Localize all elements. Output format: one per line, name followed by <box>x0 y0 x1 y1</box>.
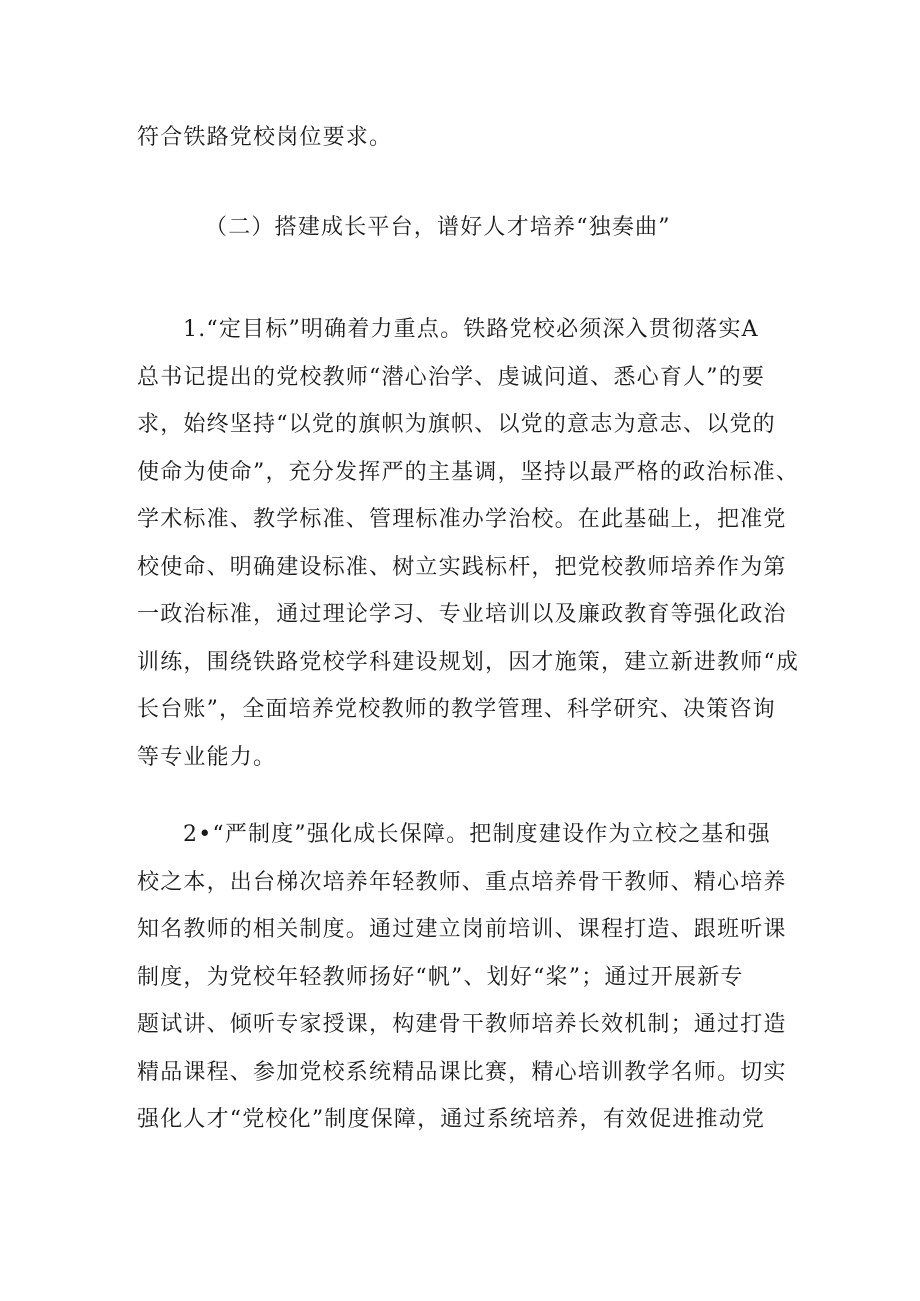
paragraph-1 <box>137 306 877 781</box>
paragraph-line: 题试讲、倾听专家授课，构建骨干教师培养长效机制；通过打造 <box>137 1012 787 1037</box>
paragraph-line: 制度，为党校年轻教师扬好“帆”、划好“桨”；通过开展新专 <box>137 964 744 990</box>
paragraph-line: 符合铁路党校岗位要求。 <box>137 125 393 150</box>
paragraph-line: 使命为使命”，充分发挥严的主基调，坚持以最严格的政治标准、 <box>137 459 800 485</box>
paragraph-line: 校使命、明确建设标准、树立实践标杆，把党校教师培养作为第 <box>137 554 787 580</box>
paragraph-line: 训练，围绕铁路党校学科建设规划，因才施策，建立新进教师“成 <box>137 649 800 675</box>
paragraph-2 <box>137 811 877 1144</box>
continued-paragraph <box>137 114 877 162</box>
section-heading <box>137 204 877 252</box>
paragraph-line: 一政治标准，通过理论学习、专业培训以及廉政教育等强化政治 <box>137 602 787 627</box>
paragraph-line: 学术标准、教学标准、管理标准办学治校。在此基础上，把准党 <box>137 507 787 532</box>
paragraph-line: 长台账”，全面培养党校教师的教学管理、科学研究、决策咨询 <box>137 697 776 722</box>
paragraph-line: 强化人才“党校化”制度保障，通过系统培养，有效促进推动党 <box>137 1107 766 1132</box>
paragraph-line: 总书记提出的党校教师“潜心治学、虔诚问道、悉心育人”的要 <box>137 364 766 390</box>
paragraph-line: 精品课程、参加党校系统精品课比赛，精心培训教学名师。切实 <box>137 1059 787 1085</box>
paragraph-line: 校之本，出台梯次培养年轻教师、重点培养骨干教师、精心培养 <box>137 869 787 895</box>
paragraph-line: 1.“定目标”明确着力重点。铁路党校必须深入贯彻落实A <box>183 317 759 342</box>
paragraph-line: 等专业能力。 <box>137 744 277 770</box>
paragraph-line: 求，始终坚持“以党的旗帜为旗帜、以党的意志为意志、以党的 <box>137 412 776 437</box>
paragraph-line: 知名教师的相关制度。通过建立岗前培训、课程打造、跟班听课 <box>137 917 787 942</box>
paragraph-line: 2•“严制度”强化成长保障。把制度建设作为立校之基和强 <box>183 822 771 847</box>
section-heading-text: （二）搭建成长平台，谱好人才培养“独奏曲” <box>205 215 671 240</box>
